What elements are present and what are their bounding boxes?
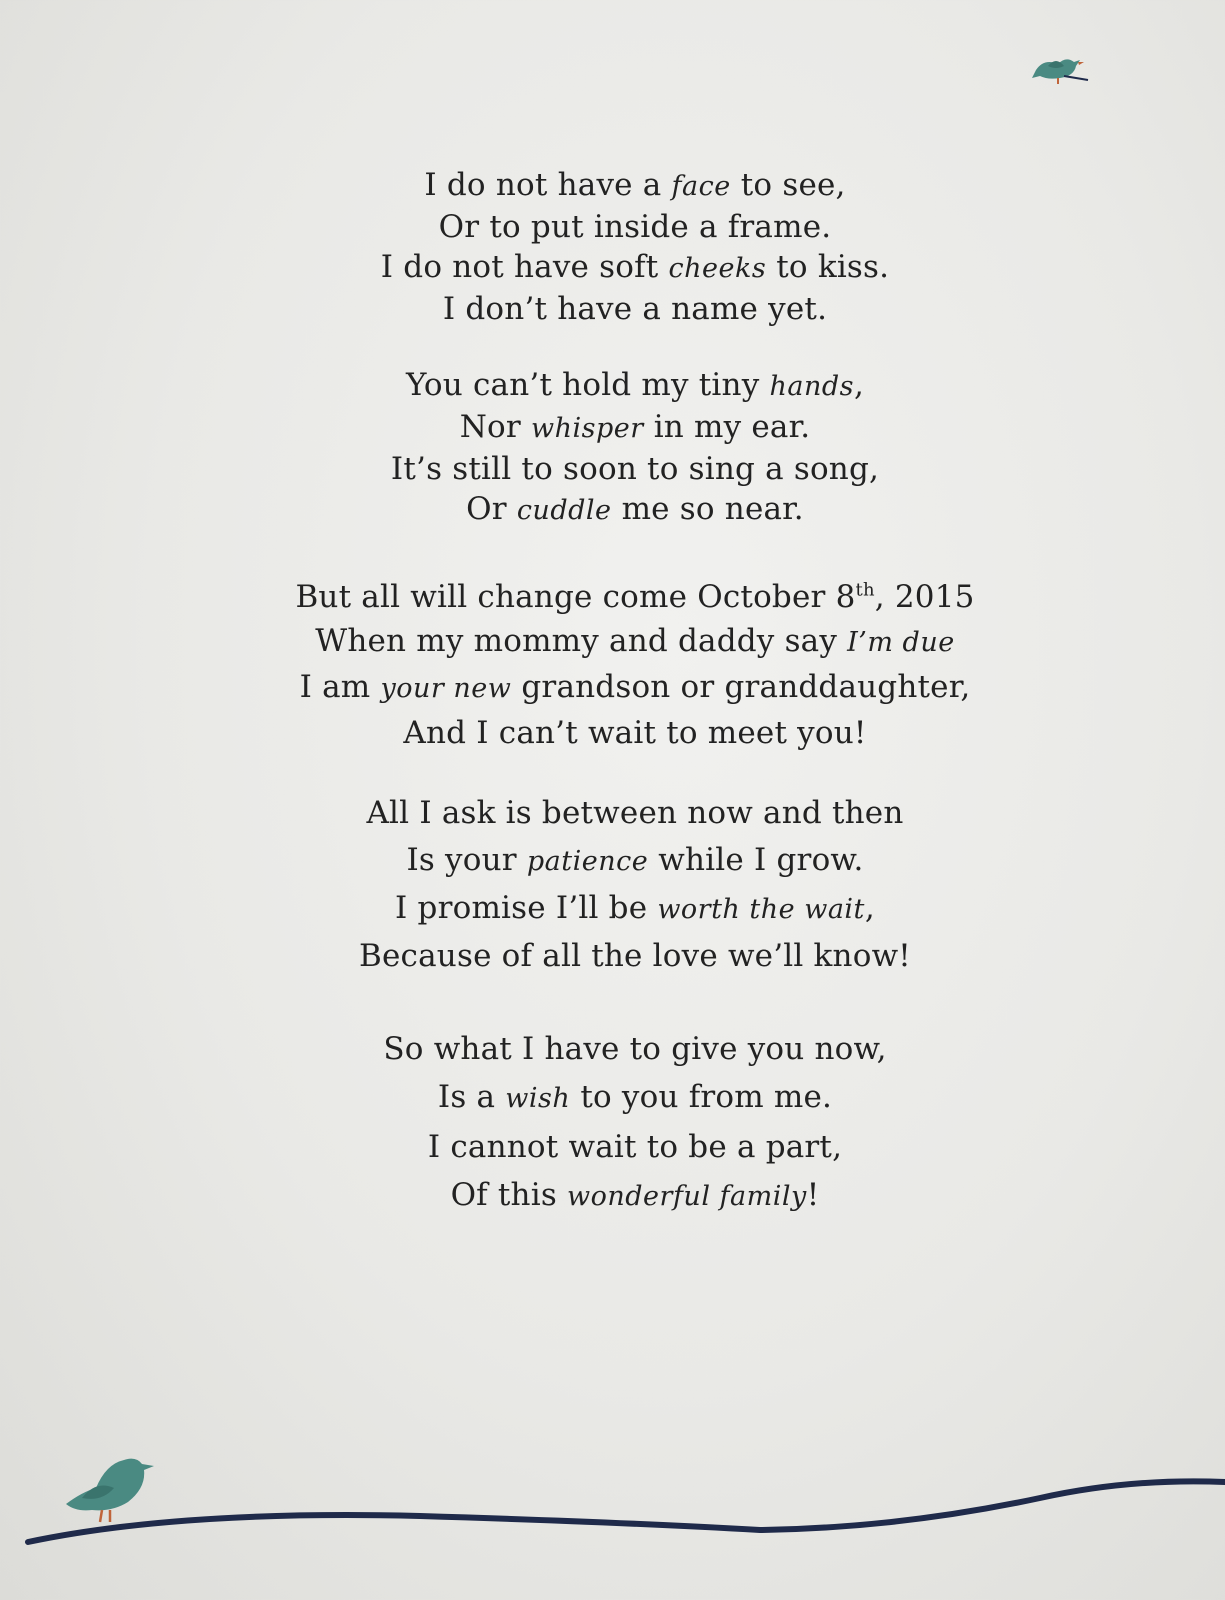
poem-text: , bbox=[854, 367, 865, 403]
script-emphasis-word: wonderful family bbox=[567, 1181, 807, 1212]
poem-text: while I grow. bbox=[648, 842, 864, 878]
poem-text: All I ask is between now and then bbox=[366, 795, 904, 831]
script-emphasis-word: whisper bbox=[530, 413, 644, 444]
poem-text: to kiss. bbox=[766, 249, 890, 285]
poem-text: me so near. bbox=[611, 491, 804, 527]
poem-line bbox=[0, 1171, 1225, 1221]
poem-text: in my ear. bbox=[643, 409, 811, 445]
script-emphasis-word: hands bbox=[769, 371, 854, 402]
poem-line bbox=[0, 1025, 1225, 1073]
poem-text: Is a bbox=[437, 1079, 506, 1115]
poem-text: But all will change come October 8 bbox=[295, 579, 856, 615]
poem-text: I do not have soft bbox=[380, 249, 669, 285]
wavy-ground-line bbox=[0, 1470, 1225, 1600]
poem-line bbox=[0, 619, 1225, 665]
poem-text: I promise I’ll be bbox=[395, 890, 658, 926]
poem-text: Of this bbox=[450, 1177, 568, 1213]
stanza-2 bbox=[0, 365, 1225, 531]
stanza-3 bbox=[0, 575, 1225, 755]
poem-text: Or to put inside a frame. bbox=[438, 209, 832, 245]
poem-text: I do not have a bbox=[424, 167, 672, 203]
poem-line bbox=[0, 933, 1225, 980]
poem-line bbox=[0, 449, 1225, 489]
script-emphasis-word: cuddle bbox=[516, 495, 612, 526]
bird-icon bbox=[1030, 52, 1090, 92]
poem-text: grandson or granddaughter, bbox=[511, 669, 971, 705]
poem-line bbox=[0, 489, 1225, 531]
stanza-1 bbox=[0, 165, 1225, 329]
poem-line bbox=[0, 165, 1225, 207]
script-emphasis-word: cheeks bbox=[668, 253, 767, 284]
poem-line bbox=[0, 711, 1225, 755]
poem-text: When my mommy and daddy say bbox=[315, 623, 848, 659]
poem-line bbox=[0, 837, 1225, 885]
poem-text: You can’t hold my tiny bbox=[405, 367, 770, 403]
poem-line bbox=[0, 289, 1225, 329]
poem-text: to you from me. bbox=[570, 1079, 833, 1115]
ordinal-superscript: th bbox=[855, 579, 875, 601]
poem-text: And I can’t wait to meet you! bbox=[403, 715, 867, 751]
poem-line bbox=[0, 1073, 1225, 1123]
poem-line bbox=[0, 247, 1225, 289]
poem-line bbox=[0, 790, 1225, 837]
poem-text: Nor bbox=[459, 409, 531, 445]
poem-text: ! bbox=[806, 1177, 820, 1213]
poem-line bbox=[0, 207, 1225, 247]
poem-text: to see, bbox=[730, 167, 846, 203]
poem-text: I am bbox=[299, 669, 381, 705]
poem-text: I cannot wait to be a part, bbox=[427, 1129, 843, 1165]
script-emphasis-word: face bbox=[671, 171, 731, 202]
poem-line bbox=[0, 1123, 1225, 1171]
poem-line bbox=[0, 885, 1225, 933]
poem-line bbox=[0, 365, 1225, 407]
script-emphasis-word: your new bbox=[380, 673, 512, 704]
script-emphasis-word: patience bbox=[526, 846, 649, 877]
poem-text: Because of all the love we’ll know! bbox=[359, 938, 911, 974]
poem-line bbox=[0, 407, 1225, 449]
script-emphasis-word: worth the wait bbox=[657, 894, 865, 925]
poem-text: It’s still to soon to sing a song, bbox=[390, 451, 880, 487]
poem-line bbox=[0, 665, 1225, 711]
poem-text: Or bbox=[466, 491, 517, 527]
script-emphasis-word: I’m due bbox=[847, 627, 955, 658]
stanza-5 bbox=[0, 1025, 1225, 1221]
poem-text: Is your bbox=[406, 842, 527, 878]
poem-text: So what I have to give you now, bbox=[383, 1031, 887, 1067]
poem-line bbox=[0, 575, 1225, 619]
script-emphasis-word: wish bbox=[505, 1083, 571, 1114]
poem-text: , bbox=[864, 890, 875, 926]
poem-text: , 2015 bbox=[874, 579, 975, 615]
stanza-4 bbox=[0, 790, 1225, 980]
poem-text: I don’t have a name yet. bbox=[442, 291, 828, 327]
